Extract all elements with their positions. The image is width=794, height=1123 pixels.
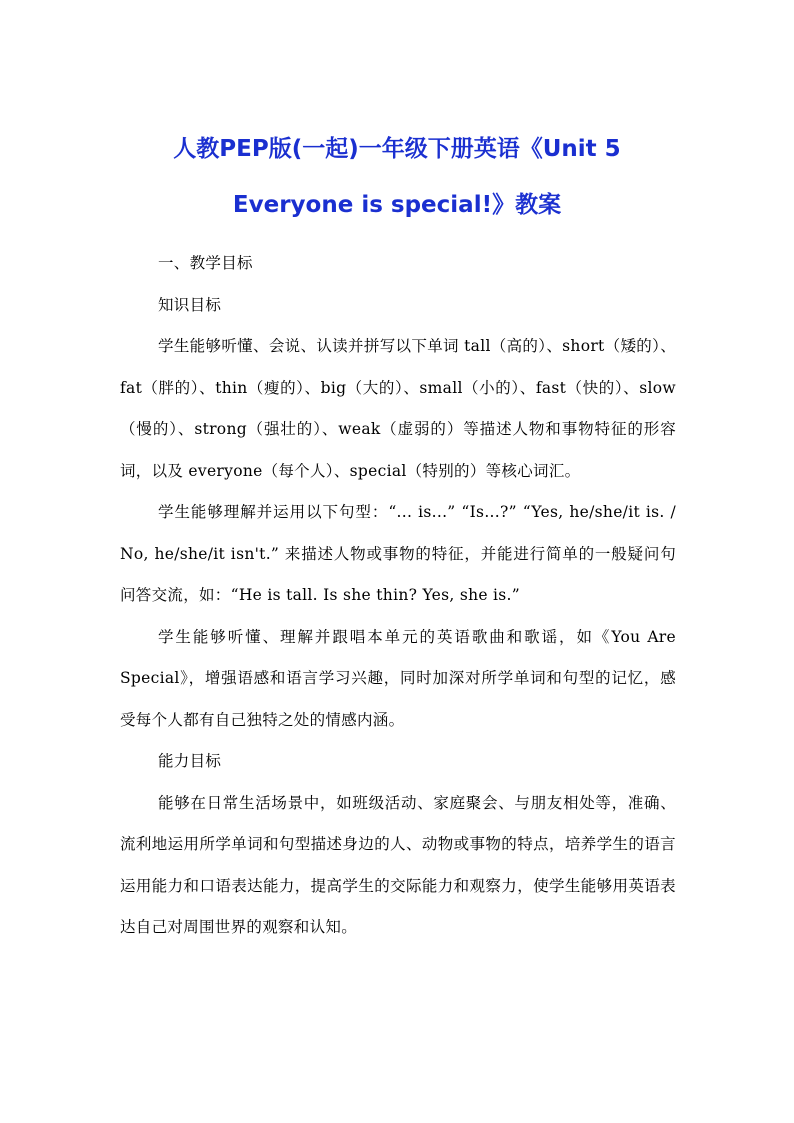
paragraph-ability: 能够在日常生活场景中，如班级活动、家庭聚会、与朋友相处等，准确、流利地运用所学单词和句型描述身边的人、动物或事物的特点，培养学生的语言运用能力和口语表达能力，提高学生的交际能力和观察力，使学生能够用英语表达自己对周围世界的观察和认知。 — [120, 793, 676, 936]
paragraph-sentence-patterns: 学生能够理解并运用以下句型：“... is...” “Is...?” “Yes, he/she/it is. / No, he/she/it isn't.” 来描述人物或事物的特征，并能进行简单的一般疑问句问答交流，如：“He is tall. Is she thin? Yes, she is.” — [120, 503, 676, 604]
document-body — [120, 243, 676, 949]
title-line-1: 人教PEP版(一起)一年级下册英语《Unit 5 — [173, 136, 621, 162]
paragraph-vocabulary: 学生能够听懂、会说、认读并拼写以下单词 tall（高的）、short（矮的）、fat（胖的）、thin（瘦的）、big（大的）、small（小的）、fast（快的）、slow（慢的）、strong（强壮的）、weak（虚弱的）等描述人物和事物特征的形容词，以及 everyone（每个人）、special（特别的）等核心词汇。 — [120, 337, 676, 480]
title-line-2: Everyone is special!》教案 — [232, 192, 562, 218]
document-title — [100, 121, 694, 233]
paragraph-songs: 学生能够听懂、理解并跟唱本单元的英语歌曲和歌谣，如《You Are Special》，增强语感和语言学习兴趣，同时加深对所学单词和句型的记忆，感受每个人都有自己独特之处的情感内涵。 — [120, 627, 676, 729]
subheading-knowledge-goals: 知识目标 — [158, 295, 222, 314]
section-heading-teaching-goals: 一、教学目标 — [158, 254, 253, 272]
subheading-ability-goals: 能力目标 — [158, 752, 222, 770]
